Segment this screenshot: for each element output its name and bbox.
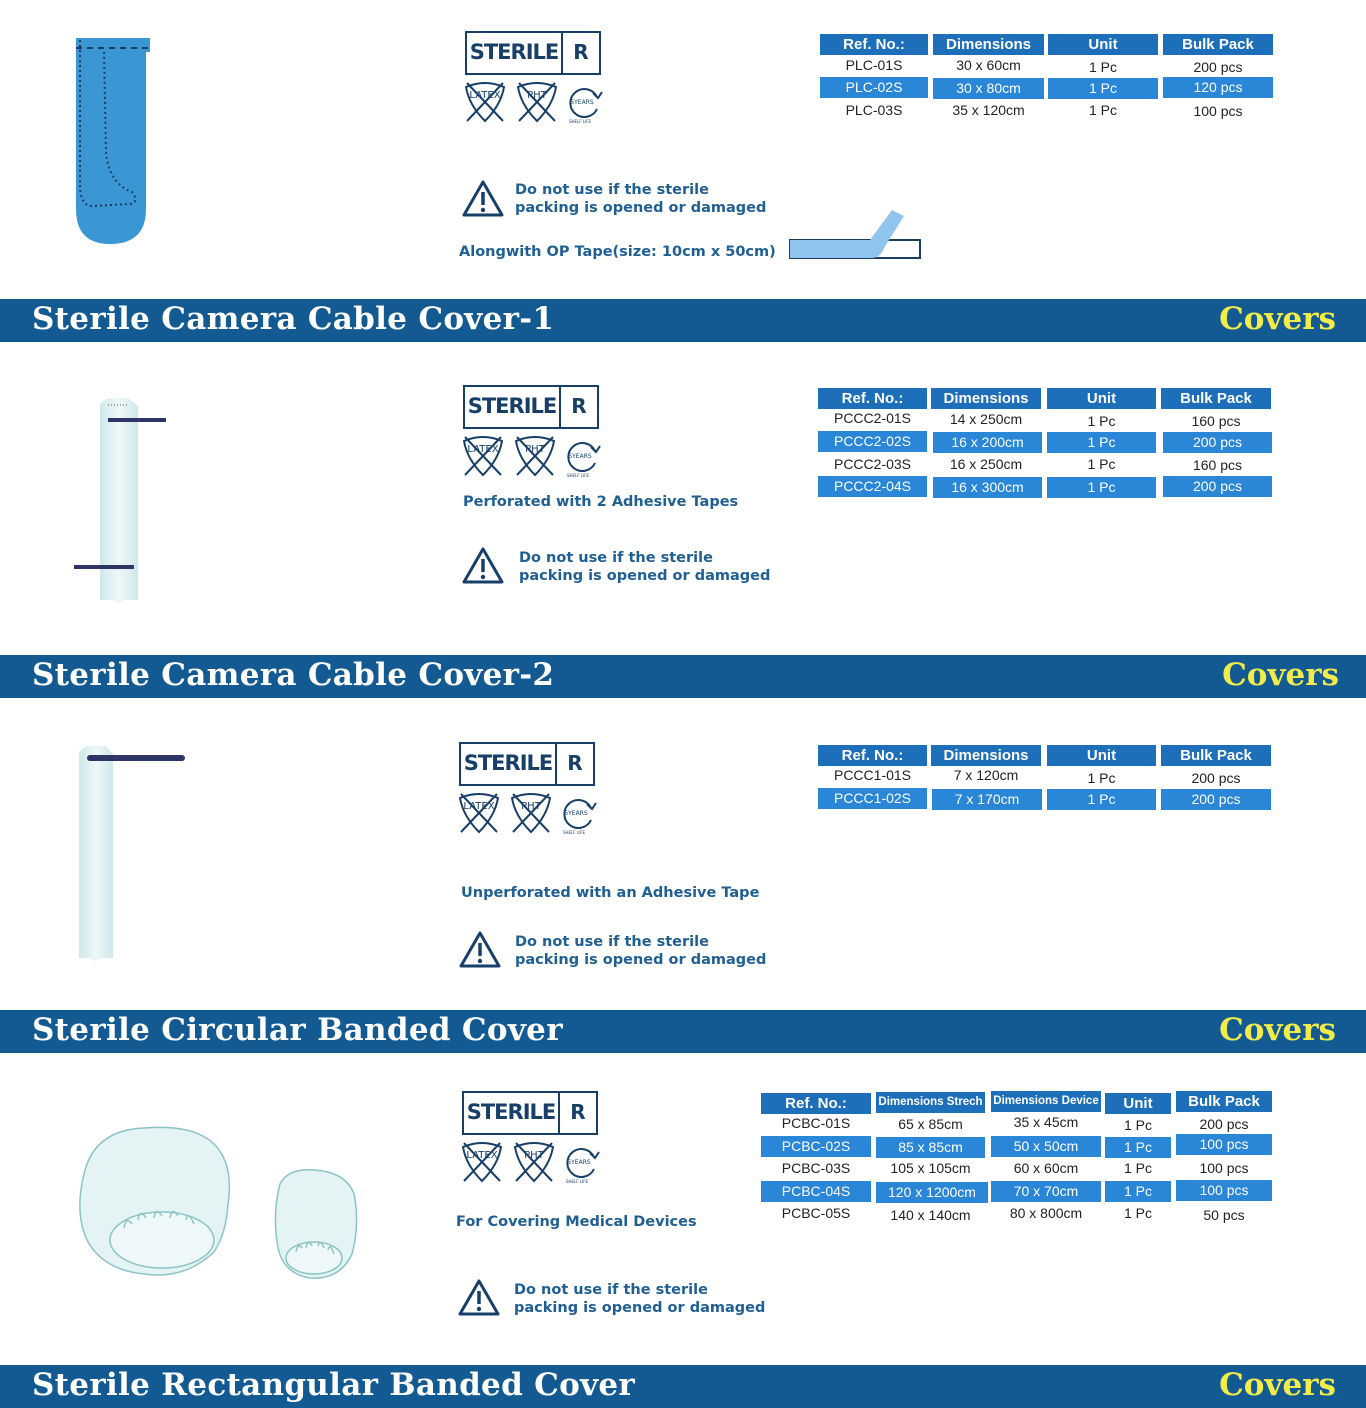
table-cell: PLC-03S [845,102,903,118]
table-cell: 7 x 170cm [932,789,1042,810]
section-header-band [0,1365,1366,1408]
table-cell: 14 x 250cm [949,411,1023,427]
table-cell: PCCC2-02S [818,431,927,452]
table-cell: 16 x 250cm [949,456,1023,472]
latex-label: LATEX [467,444,499,455]
table-cell: 16 x 200cm [933,432,1042,453]
section-category: Covers [1219,1367,1336,1403]
feature-note: For Covering Medical Devices [456,1214,697,1230]
table-cell: 65 x 85cm [898,1116,963,1132]
section-title: Sterile Rectangular Banded Cover [32,1367,636,1403]
table-header: Dimensions [931,745,1041,766]
table-cell: PCCC1-01S [833,767,912,783]
table-cell: 1 Pc [1047,477,1156,498]
table-cell: PCBC-01S [781,1115,851,1131]
table-cell: 200 pcs [1163,432,1272,453]
table-cell: 35 x 120cm [952,102,1025,118]
table-cell: 1 Pc [1123,1205,1152,1221]
table-cell: 16 x 300cm [933,477,1042,498]
warning-text: Do not use if the sterile packing is opened or damaged [514,1282,766,1316]
warning-icon [461,179,505,219]
table-cell: 70 x 70cm [991,1181,1101,1202]
table-header: Bulk Pack [1163,34,1273,55]
section-category: Covers [1219,1012,1336,1048]
table-cell: 50 pcs [1203,1207,1245,1223]
symbol-row [463,81,613,127]
feature-note: Unperforated with an Adhesive Tape [461,885,760,901]
shelf-life-label: SHELF LIFE [568,119,592,124]
pht-label: PHT [524,1150,544,1161]
section-title: Sterile Camera Cable Cover-1 [32,301,555,337]
table-cell: PCCC1-02S [818,788,927,809]
table-header: Ref. No.: [818,745,927,766]
table-cell: 60 x 60cm [1013,1160,1079,1176]
table-cell: 100 pcs [1176,1180,1272,1201]
pht-label: PHT [525,444,545,455]
table-cell: 1 Pc [1088,59,1117,75]
cable-cover-illustration [72,394,172,608]
table-cell: 1 Pc [1087,456,1116,472]
warning-text: Do not use if the sterile packing is opened or damaged [515,934,767,968]
pht-label: PHT [521,801,541,812]
pht-free-icon [512,794,550,832]
table-cell: 100 pcs [1176,1134,1272,1155]
table-header: Bulk Pack [1161,388,1271,409]
warning-icon [458,930,502,970]
table-header: Unit [1047,745,1156,766]
table-cell: 200 pcs [1163,476,1272,497]
table-cell: 1 Pc [1047,432,1156,453]
warning-text: Do not use if the sterile packing is opened or damaged [515,182,767,216]
pht-free-icon [515,1143,553,1181]
years-label: 5YEARS [568,453,592,460]
table-cell: 120 x 1200cm [876,1182,988,1203]
table-cell: PCBC-05S [781,1205,851,1221]
table-cell: 200 pcs [1199,1116,1249,1132]
large-banded-cover [80,1127,230,1275]
table-header: Unit [1048,34,1158,55]
shelf-life-label: SHELF LIFE [566,473,590,478]
table-cell: 200 pcs [1161,789,1271,810]
table-cell: 160 pcs [1192,457,1243,473]
sterile-mark: STERILE R [459,742,595,786]
section-header-band [0,655,1366,698]
shelf-life-label: SHELF LIFE [562,830,586,835]
table-header: Ref. No.: [761,1093,871,1114]
table-cell: PCBC-02S [761,1136,871,1157]
section-header-band [0,1010,1366,1053]
table-cell: 7 x 120cm [953,767,1019,783]
pht-label: PHT [527,90,547,101]
table-header: Ref. No.: [820,34,928,55]
table-cell: 1 Pc [1123,1117,1152,1133]
table-cell: 1 Pc [1105,1181,1171,1202]
feature-note: Perforated with 2 Adhesive Tapes [463,494,739,510]
latex-label: LATEX [466,1150,498,1161]
latex-free-icon [464,437,502,475]
table-header: Unit [1105,1093,1171,1114]
symbol-row [457,792,607,838]
symbol-row [461,435,611,481]
latex-label: LATEX [463,801,495,812]
table-cell: PCCC2-03S [833,456,912,472]
table-cell: 1 Pc [1048,78,1158,99]
section-title: Sterile Camera Cable Cover-2 [32,657,555,693]
table-cell: PCBC-03S [781,1160,851,1176]
table-header: Ref. No.: [818,388,927,409]
table-cell: 80 x 800cm [1009,1205,1083,1221]
table-cell: 35 x 45cm [1013,1114,1079,1130]
table-cell: 140 x 140cm [890,1207,971,1223]
table-cell: PCCC2-04S [818,476,927,497]
table-cell: 1 Pc [1088,102,1117,118]
table-cell: 85 x 85cm [876,1137,985,1158]
table-cell: 1 Pc [1105,1137,1171,1158]
shelf-life-label: SHELF LIFE [565,1179,589,1184]
pht-free-icon [518,83,556,121]
table-header: Dimensions Strech [876,1092,985,1113]
warning-icon [461,546,505,586]
table-header: Bulk Pack [1176,1091,1272,1112]
table-header: Dimensions Device [991,1091,1101,1112]
years-label: 5YEARS [567,1159,591,1166]
table-header: Bulk Pack [1161,745,1271,766]
table-header: Unit [1047,388,1156,409]
feature-note: Alongwith OP Tape(size: 10cm x 50cm) [459,244,776,260]
latex-free-icon [466,83,504,121]
pht-free-icon [516,437,554,475]
table-cell: 200 pcs [1193,59,1243,75]
warning-text: Do not use if the sterile packing is opened or damaged [519,550,771,584]
table-header: Dimensions [933,34,1044,55]
table-cell: PLC-02S [820,77,928,98]
leg-cover-illustration [70,34,160,248]
cable-cover-illustration [76,742,188,966]
table-cell: 1 Pc [1087,770,1116,786]
op-tape-illustration [788,202,924,264]
table-cell: 120 pcs [1163,77,1273,98]
table-cell: 105 x 105cm [890,1160,971,1176]
table-cell: 160 pcs [1191,413,1241,429]
sterile-mark: STERILE R [463,385,599,429]
table-header: Dimensions [931,388,1041,409]
latex-free-icon [460,794,498,832]
small-banded-cover [275,1170,356,1278]
sterile-mark: STERILE R [465,31,601,75]
table-cell: PCBC-04S [761,1181,871,1202]
table-cell: 200 pcs [1191,770,1241,786]
warning-icon [457,1278,501,1318]
banded-cover-illustration [74,1124,364,1284]
latex-label: LATEX [469,90,501,101]
latex-free-icon [463,1143,501,1181]
years-label: 5YEARS [570,99,594,106]
section-title: Sterile Circular Banded Cover [32,1012,563,1048]
section-category: Covers [1222,657,1339,693]
table-cell: PCCC2-01S [833,410,912,426]
table-cell: 1 Pc [1087,413,1116,429]
section-category: Covers [1219,301,1336,337]
years-label: 5YEARS [564,810,588,817]
table-cell: PLC-01S [845,57,903,73]
table-cell: 100 pcs [1193,103,1243,119]
sterile-mark: STERILE R [462,1091,598,1135]
table-cell: 1 Pc [1123,1160,1152,1176]
table-cell: 30 x 80cm [933,78,1044,99]
table-cell: 1 Pc [1047,789,1156,810]
section-header-band [0,299,1366,342]
table-cell: 100 pcs [1199,1160,1249,1176]
table-cell: 50 x 50cm [991,1136,1101,1157]
symbol-row [460,1141,610,1187]
table-cell: 30 x 60cm [956,57,1021,73]
